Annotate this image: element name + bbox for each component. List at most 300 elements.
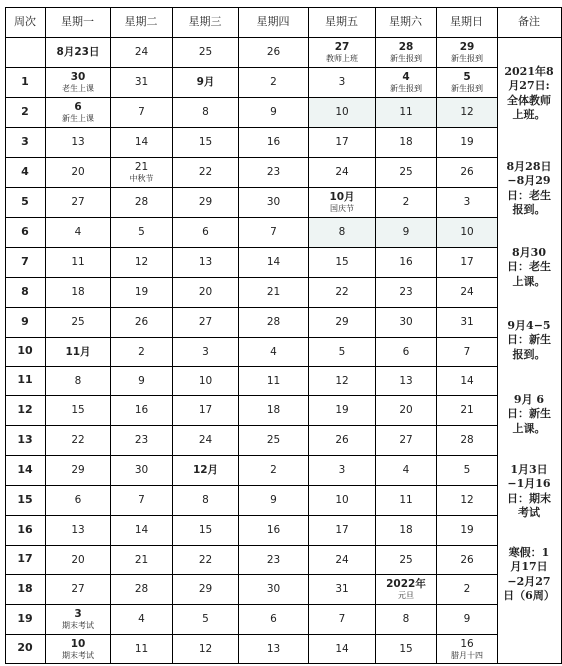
day-cell xyxy=(111,426,172,455)
day-event: 期末考试 xyxy=(62,621,94,631)
week-number: 19 xyxy=(17,611,33,625)
day-cell xyxy=(173,248,238,277)
day-date: 25 xyxy=(198,46,213,59)
day-cell xyxy=(239,605,308,634)
day-date: 10 xyxy=(198,374,213,387)
day-cell xyxy=(111,516,172,545)
day-cell xyxy=(173,308,238,337)
grid-hline xyxy=(5,574,498,575)
day-cell xyxy=(111,158,172,187)
day-date: 29 xyxy=(459,41,475,54)
grid-hline xyxy=(5,663,562,664)
day-date: 5 xyxy=(202,613,209,626)
day-date: 7 xyxy=(270,226,277,239)
day-cell xyxy=(46,218,110,247)
day-cell xyxy=(309,278,375,307)
remark-note xyxy=(497,463,561,520)
day-event: 新生上课 xyxy=(62,114,94,124)
day-date: 28 xyxy=(134,583,149,596)
day-date: 23 xyxy=(134,434,149,447)
grid-vline xyxy=(308,7,309,664)
day-date: 13 xyxy=(266,642,281,655)
week-number: 11 xyxy=(17,373,33,387)
day-cell xyxy=(309,248,375,277)
day-cell xyxy=(173,188,238,217)
day-date: 3 xyxy=(202,345,209,358)
day-cell xyxy=(46,338,110,366)
day-cell xyxy=(437,516,497,545)
day-date: 25 xyxy=(399,166,413,179)
day-event: 期末考试 xyxy=(62,650,94,660)
remark-line: 报到。 xyxy=(512,202,546,216)
day-date: 18 xyxy=(266,404,281,417)
header-day: 星期一 xyxy=(61,14,94,28)
day-cell xyxy=(111,486,172,515)
day-cell xyxy=(437,38,497,67)
day-cell xyxy=(376,98,436,127)
remark-line: 月27日: xyxy=(508,79,550,93)
grid-hline xyxy=(5,307,498,308)
day-date: 7 xyxy=(138,494,145,507)
day-cell xyxy=(309,128,375,157)
day-cell xyxy=(309,367,375,395)
day-cell xyxy=(437,68,497,97)
day-date: 11月 xyxy=(65,345,91,358)
day-cell xyxy=(173,68,238,97)
day-cell xyxy=(46,486,110,515)
day-cell xyxy=(46,38,110,67)
day-date: 11 xyxy=(399,494,413,507)
day-cell xyxy=(46,605,110,634)
grid-hline xyxy=(5,37,562,38)
day-cell xyxy=(309,98,375,127)
day-date: 17 xyxy=(335,524,349,537)
grid-hline xyxy=(5,634,498,635)
day-cell xyxy=(239,68,308,97)
week-number: 13 xyxy=(17,432,33,446)
grid-hline xyxy=(5,545,498,546)
day-cell xyxy=(437,396,497,425)
day-cell xyxy=(111,396,172,425)
day-event: 老生上课 xyxy=(62,84,94,94)
day-cell xyxy=(46,426,110,455)
day-date: 27 xyxy=(399,434,413,447)
day-cell xyxy=(46,188,110,217)
day-date: 7 xyxy=(138,106,145,119)
day-date: 6 xyxy=(402,345,410,358)
day-cell xyxy=(46,68,110,97)
day-date: 26 xyxy=(460,166,474,179)
day-cell xyxy=(376,396,436,425)
day-date: 3 xyxy=(338,464,346,477)
day-cell xyxy=(376,128,436,157)
day-date: 26 xyxy=(134,316,149,329)
day-date: 10月 xyxy=(329,191,355,204)
grid-vline xyxy=(172,7,173,664)
day-date: 12月 xyxy=(192,464,219,477)
day-date: 7 xyxy=(463,345,471,358)
remark-line: 9月4−5 xyxy=(507,319,551,332)
grid-hline xyxy=(5,7,562,8)
remark-line: 日：老生 xyxy=(507,188,551,202)
day-cell xyxy=(437,635,497,663)
day-event: 新生报到 xyxy=(451,84,483,94)
day-cell xyxy=(437,248,497,277)
day-cell xyxy=(239,158,308,187)
day-date: 3 xyxy=(74,608,82,621)
week-number: 16 xyxy=(17,522,33,536)
remark-line: 日：新生 xyxy=(507,407,551,421)
day-cell xyxy=(239,278,308,307)
remark-note xyxy=(497,546,561,603)
day-cell xyxy=(239,546,308,574)
day-cell xyxy=(173,128,238,157)
day-cell xyxy=(376,516,436,545)
day-date: 5 xyxy=(338,345,346,358)
day-date: 28 xyxy=(460,434,474,447)
day-date: 19 xyxy=(134,286,149,299)
day-date: 25 xyxy=(399,553,413,566)
day-cell xyxy=(46,278,110,307)
day-date: 10 xyxy=(70,637,86,650)
day-date: 8 xyxy=(402,613,410,626)
day-cell xyxy=(239,188,308,217)
day-date: 20 xyxy=(71,166,85,179)
day-date: 18 xyxy=(71,286,85,299)
day-date: 29 xyxy=(335,316,349,329)
day-cell xyxy=(376,605,436,634)
remark-line: 2021年8 xyxy=(504,65,554,78)
day-cell xyxy=(173,456,238,485)
day-cell xyxy=(173,605,238,634)
grid-vline xyxy=(497,7,498,664)
week-number: 7 xyxy=(21,254,29,268)
grid-vline xyxy=(110,7,111,664)
day-date: 16 xyxy=(460,637,474,650)
day-date: 9 xyxy=(463,613,471,626)
week-number: 3 xyxy=(21,134,29,148)
day-date: 16 xyxy=(399,256,413,269)
day-cell xyxy=(437,188,497,217)
day-date: 22 xyxy=(335,286,349,299)
day-cell xyxy=(111,308,172,337)
day-date: 30 xyxy=(70,71,86,84)
day-date: 20 xyxy=(399,404,413,417)
day-cell xyxy=(46,248,110,277)
grid-hline xyxy=(5,455,498,456)
day-date: 4 xyxy=(402,71,410,84)
day-cell xyxy=(111,575,172,604)
day-cell xyxy=(46,575,110,604)
remark-note xyxy=(497,65,561,122)
day-date: 16 xyxy=(134,404,149,417)
day-cell xyxy=(111,188,172,217)
day-cell xyxy=(376,38,436,67)
day-date: 8 xyxy=(202,106,209,119)
day-date: 13 xyxy=(71,524,85,537)
remark-line: −1月16 xyxy=(507,477,551,491)
grid-hline xyxy=(5,127,498,128)
day-event: 教师上班 xyxy=(326,54,358,64)
day-cell xyxy=(173,218,238,247)
day-cell xyxy=(309,158,375,187)
remark-note xyxy=(497,393,561,436)
day-date: 19 xyxy=(460,136,474,149)
day-date: 29 xyxy=(198,196,213,209)
day-cell xyxy=(437,278,497,307)
day-cell xyxy=(111,278,172,307)
day-cell xyxy=(437,426,497,455)
day-date: 2 xyxy=(270,76,277,89)
week-number: 9 xyxy=(21,314,29,328)
day-date: 14 xyxy=(460,374,474,387)
day-cell xyxy=(376,546,436,574)
day-event: 腊月十四 xyxy=(451,650,483,660)
day-date: 22 xyxy=(198,166,213,179)
day-date: 14 xyxy=(134,524,149,537)
day-date: 4 xyxy=(74,226,82,239)
grid-hline xyxy=(5,217,498,218)
day-date: 21 xyxy=(134,161,149,174)
remark-note xyxy=(497,246,561,289)
remark-line: 全体教师 xyxy=(507,93,551,107)
day-date: 6 xyxy=(74,101,82,114)
grid-vline xyxy=(436,7,437,664)
grid-hline xyxy=(5,157,498,158)
day-cell xyxy=(239,128,308,157)
remark-line: −2月27 xyxy=(507,574,551,588)
day-date: 22 xyxy=(71,434,85,447)
day-date: 11 xyxy=(134,642,149,655)
day-cell xyxy=(239,38,308,67)
grid-hline xyxy=(5,604,498,605)
day-date: 6 xyxy=(202,226,209,239)
remark-line: 上课。 xyxy=(512,274,546,288)
day-cell xyxy=(437,308,497,337)
day-cell xyxy=(376,308,436,337)
week-number: 20 xyxy=(17,641,33,655)
day-cell xyxy=(111,546,172,574)
header-week: 周次 xyxy=(14,14,36,28)
day-cell xyxy=(376,188,436,217)
week-number: 10 xyxy=(17,344,33,358)
day-event: 新生报到 xyxy=(451,54,483,64)
day-cell xyxy=(173,516,238,545)
day-cell xyxy=(111,605,172,634)
week-number: 18 xyxy=(17,581,33,595)
grid-hline xyxy=(5,337,498,338)
day-date: 21 xyxy=(134,553,149,566)
day-date: 9 xyxy=(138,374,145,387)
day-date: 12 xyxy=(335,374,349,387)
day-cell xyxy=(376,278,436,307)
day-cell xyxy=(239,575,308,604)
day-cell xyxy=(46,635,110,663)
day-date: 2 xyxy=(402,196,410,209)
day-cell xyxy=(239,367,308,395)
day-date: 24 xyxy=(335,553,349,566)
day-cell xyxy=(111,68,172,97)
day-cell xyxy=(111,218,172,247)
day-cell xyxy=(309,68,375,97)
day-date: 2 xyxy=(270,464,277,477)
day-cell xyxy=(239,635,308,663)
day-date: 9 xyxy=(402,226,410,239)
day-date: 27 xyxy=(198,316,213,329)
day-date: 15 xyxy=(198,524,213,537)
day-date: 28 xyxy=(266,316,281,329)
day-date: 13 xyxy=(198,256,213,269)
day-cell xyxy=(376,248,436,277)
day-date: 13 xyxy=(399,374,413,387)
day-cell xyxy=(437,456,497,485)
header-day: 星期二 xyxy=(124,14,158,28)
day-date: 26 xyxy=(460,553,474,566)
day-date: 24 xyxy=(134,46,149,59)
day-cell xyxy=(46,128,110,157)
day-cell xyxy=(173,575,238,604)
day-date: 14 xyxy=(266,256,281,269)
remark-line: 9月 6 xyxy=(513,393,545,406)
day-cell xyxy=(437,158,497,187)
day-date: 10 xyxy=(335,494,349,507)
day-date: 5 xyxy=(463,71,471,84)
day-date: 20 xyxy=(71,553,85,566)
day-date: 27 xyxy=(71,196,85,209)
day-event: 元旦 xyxy=(398,591,414,601)
day-date: 23 xyxy=(266,166,281,179)
day-cell xyxy=(173,396,238,425)
day-date: 23 xyxy=(399,286,413,299)
day-cell xyxy=(437,575,497,604)
day-date: 4 xyxy=(138,613,145,626)
week-number: 12 xyxy=(17,402,33,416)
remark-line: 日：期末 xyxy=(507,491,551,505)
day-date: 5 xyxy=(138,226,145,239)
grid-hline xyxy=(5,67,498,68)
day-date: 30 xyxy=(399,316,413,329)
day-cell xyxy=(437,605,497,634)
day-cell xyxy=(437,546,497,574)
day-cell xyxy=(309,486,375,515)
day-date: 15 xyxy=(335,256,349,269)
day-cell xyxy=(239,396,308,425)
grid-hline xyxy=(5,366,498,367)
day-date: 20 xyxy=(198,286,213,299)
day-cell xyxy=(437,128,497,157)
week-number: 5 xyxy=(21,194,29,208)
day-date: 12 xyxy=(198,642,213,655)
day-date: 17 xyxy=(460,256,474,269)
day-cell xyxy=(239,308,308,337)
day-date: 24 xyxy=(198,434,213,447)
day-cell xyxy=(239,486,308,515)
remark-line: 上课。 xyxy=(512,421,546,435)
day-date: 8 xyxy=(74,374,82,387)
day-cell xyxy=(376,218,436,247)
day-date: 30 xyxy=(134,464,149,477)
grid-vline xyxy=(45,7,46,664)
day-cell xyxy=(376,635,436,663)
day-event: 中秋节 xyxy=(129,174,154,184)
day-cell xyxy=(376,456,436,485)
day-date: 11 xyxy=(266,374,281,387)
day-cell xyxy=(309,516,375,545)
day-date: 29 xyxy=(71,464,85,477)
day-cell xyxy=(111,338,172,366)
day-cell xyxy=(239,516,308,545)
day-date: 15 xyxy=(399,642,413,655)
day-date: 28 xyxy=(134,196,149,209)
day-cell xyxy=(309,426,375,455)
week-number: 14 xyxy=(17,462,33,476)
day-cell xyxy=(309,218,375,247)
week-number: 15 xyxy=(17,492,33,506)
week-number xyxy=(5,37,45,67)
grid-hline xyxy=(5,247,498,248)
day-date: 3 xyxy=(338,76,346,89)
day-date: 3 xyxy=(463,196,471,209)
day-date: 29 xyxy=(198,583,213,596)
day-cell xyxy=(437,338,497,366)
day-date: 2 xyxy=(138,345,145,358)
day-cell xyxy=(111,456,172,485)
day-cell xyxy=(309,635,375,663)
day-date: 6 xyxy=(74,494,82,507)
grid-hline xyxy=(5,97,498,98)
day-date: 11 xyxy=(71,256,85,269)
day-cell xyxy=(173,38,238,67)
day-cell xyxy=(173,338,238,366)
grid-vline xyxy=(375,7,376,664)
day-date: 27 xyxy=(334,41,350,54)
day-cell xyxy=(173,546,238,574)
grid-hline xyxy=(5,485,498,486)
day-cell xyxy=(239,426,308,455)
remark-line: 日（6周） xyxy=(503,588,555,602)
day-date: 8 xyxy=(338,226,346,239)
day-date: 12 xyxy=(460,106,474,119)
day-date: 9月 xyxy=(196,76,215,89)
day-date: 4 xyxy=(402,464,410,477)
remark-note xyxy=(497,319,561,362)
day-date: 7 xyxy=(338,613,346,626)
week-number: 2 xyxy=(21,104,29,118)
header-day: 星期五 xyxy=(325,14,358,28)
remark-line: 月17日 xyxy=(510,560,548,574)
day-date: 18 xyxy=(399,136,413,149)
day-date: 18 xyxy=(399,524,413,537)
day-cell xyxy=(111,98,172,127)
day-cell xyxy=(376,68,436,97)
day-cell xyxy=(376,575,436,604)
day-date: 14 xyxy=(335,642,349,655)
week-number: 8 xyxy=(21,284,29,298)
day-cell xyxy=(46,98,110,127)
day-date: 12 xyxy=(460,494,474,507)
day-date: 2 xyxy=(463,583,471,596)
week-number: 17 xyxy=(17,552,33,566)
day-cell xyxy=(437,367,497,395)
day-event: 国庆节 xyxy=(330,204,354,214)
day-date: 8月23日 xyxy=(56,46,100,59)
remark-note xyxy=(497,160,561,217)
week-number: 4 xyxy=(21,164,29,178)
day-date: 11 xyxy=(399,106,413,119)
day-date: 19 xyxy=(335,404,349,417)
day-cell xyxy=(173,426,238,455)
day-cell xyxy=(376,338,436,366)
